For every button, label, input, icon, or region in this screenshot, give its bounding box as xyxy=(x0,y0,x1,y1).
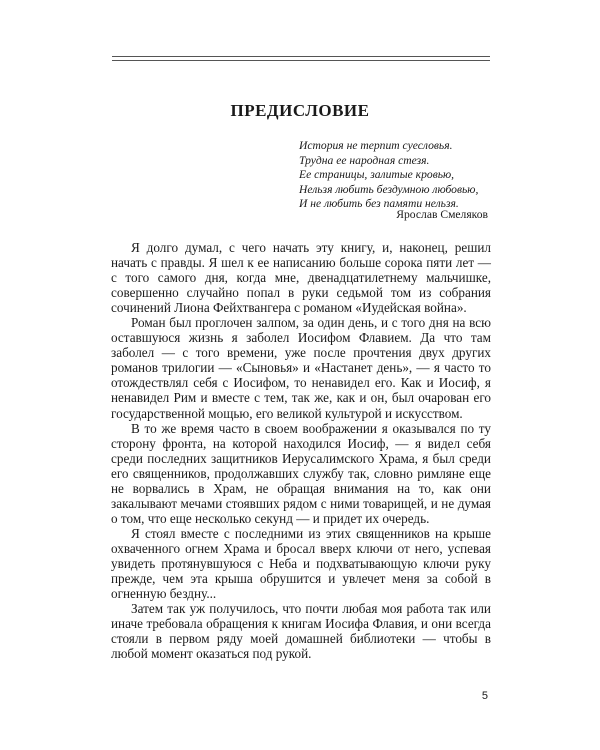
epigraph-line: Ее страницы, залитые кровью, xyxy=(299,168,455,182)
paragraph: Роман был проглочен залпом, за один день, и с того дня на всю оставшуюся жизнь я заболел Иосифом Флавием. Да что там заболел — с того времени, уже после прочтения двух других романов трилогии — «Сыновья» и «Настанет день», — я часто то отождествлял себя с Иосифом, то ненавидел его. Как и Иосиф, я ненавидел Рим и вместе с тем, так же, как и он, был очарован его государственной мощью, его великой культурой и искусством. xyxy=(111,315,491,421)
epigraph-author: Ярослав Смеляков xyxy=(396,208,488,221)
epigraph xyxy=(299,139,499,212)
paragraph: Я долго думал, с чего начать эту книгу, и, наконец, решил начать с правды. Я шел к ее написанию больше сорока пяти лет — с того самого дня, когда мне, двенадцатилетнему мальчишке, совершенно случайно попал в руки седьмой том из собрания сочинений Лиона Фейхтвангера с романом «Иудейская война». xyxy=(111,240,491,316)
epigraph-line: История не терпит суесловья. xyxy=(299,139,453,152)
paragraph: Я стоял вместе с последними из этих священников на крыше охваченного огнем Храма и бросал вверх ключи от него, успевая увидеть протянувшуюся с Неба и подхватывающую ключи руку прежде, чем эта крыша обрушится и увлечет меня за собой в огненную бездну... xyxy=(111,525,491,602)
page-title: ПРЕДИСЛОВИЕ xyxy=(230,101,370,120)
header-rule-bottom xyxy=(112,60,490,61)
page-number: 5 xyxy=(481,690,488,702)
body-text xyxy=(111,240,491,661)
paragraph: Затем так уж получилось, что почти любая моя работа так или иначе требовала обращения к книгам Иосифа Флавия, и они всегда стояли в первом ряду моей домашней библиотеки — чтобы в любой момент оказаться под рукой. xyxy=(111,601,491,662)
epigraph-line: Трудна ее народная стезя. xyxy=(299,153,430,167)
epigraph-line: И не любить без памяти нельзя. xyxy=(299,197,459,211)
paragraph: В то же время часто в своем воображении я оказывался по ту сторону фронта, на которой находился Иосиф, — я видел себя среди последних защитников Иерусалимского Храма, я был среди его священников, продолжавших службу так, словно римляне еще не ворвались в Храм, не обращая внимания на то, как они закалывают мечами стоявших рядом с ними товарищей, и не думая о том, что еще несколько секунд — и придет их очередь. xyxy=(111,420,491,526)
epigraph-line: Нельзя любить бездумною любовью, xyxy=(299,182,479,196)
header-rule-top xyxy=(112,56,490,57)
